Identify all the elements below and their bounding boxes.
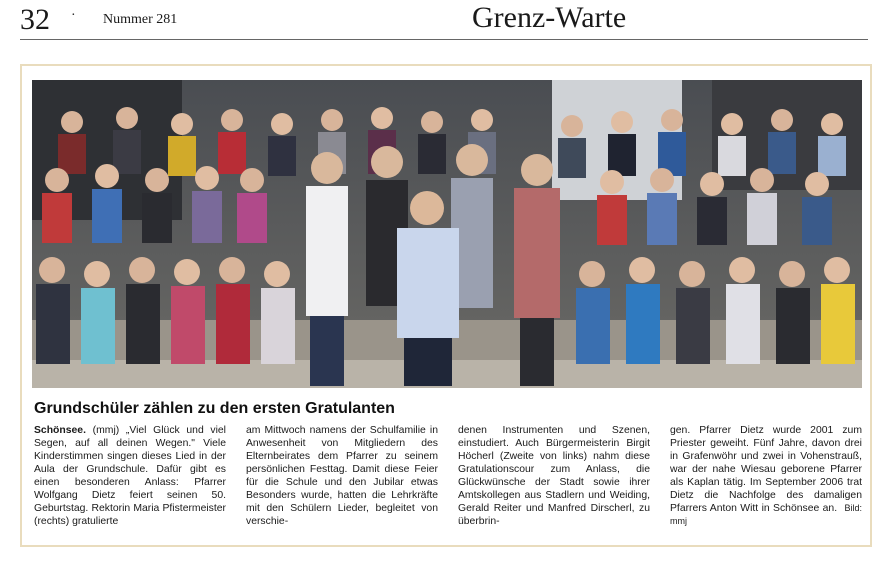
article-column-3: denen Instrumenten und Szenen, einstudiert. Auch Bürgermeisterin Birgit Höcherl (Zweite von links) nahm diese Gratulationscour zum Anlass, die Glückwünsche der Stadt sowie ihrer Amtskollegen aus Stadlern und Weiding, Gerald Reiter und Manfred Dirscherl, zu überbrin- <box>458 425 650 527</box>
article-column-1-text: (mmj) „Viel Glück und viel Segen, auf all deinen Wegen." Viele Kinderstimmen singen dieses Lied in der Aula der Grundschule. Dafür gibt es einen besonderen Anlass: Pfarrer Wolfgang Dietz feiert seinen 50. Geburtstag. Rektorin Maria Pfistermeister (rechts) gratulierte <box>34 425 226 527</box>
header-rule <box>20 39 868 40</box>
newspaper-masthead: Grenz-Warte <box>472 1 627 34</box>
group-photo-image <box>32 80 862 388</box>
page-header <box>0 0 889 40</box>
article-column-2: am Mittwoch namens der Schulfamilie in Anwesenheit von Mitgliedern des Elternbeirates dem Pfarrer zu seinem persönlichen Festtag. Damit diese Feier für die Schule und den Jubilar etwas Besonders wurde, hatten die Lehrkräfte mit den Schülern Lieder, begleitet von verschie- <box>246 425 438 527</box>
article-headline: Grundschüler zählen zu den ersten Gratulanten <box>34 400 395 417</box>
issue-number: Nummer 281 <box>103 12 178 27</box>
photo-credit: Bild: mmj <box>670 503 862 526</box>
article-column-1 <box>34 424 226 528</box>
article-placeline: Schönsee. <box>34 425 86 436</box>
group-photo <box>32 80 862 388</box>
article-column-4-text: gen. Pfarrer Dietz wurde 2001 zum Priester geweiht. Fünf Jahre, davon drei in Grafenwöhr und zwei in Vohenstrauß, war der nahe Wiesau geborene Pfarrer als Kaplan tätig. Im September 2006 trat Dietz die Nachfolge des damaligen Pfarrers Anton Witt in Schönsee an. <box>670 425 862 514</box>
article-column-4 <box>670 424 862 528</box>
header-separator: · <box>71 8 76 23</box>
page-number: 32 <box>20 3 50 36</box>
article-box <box>20 64 872 547</box>
